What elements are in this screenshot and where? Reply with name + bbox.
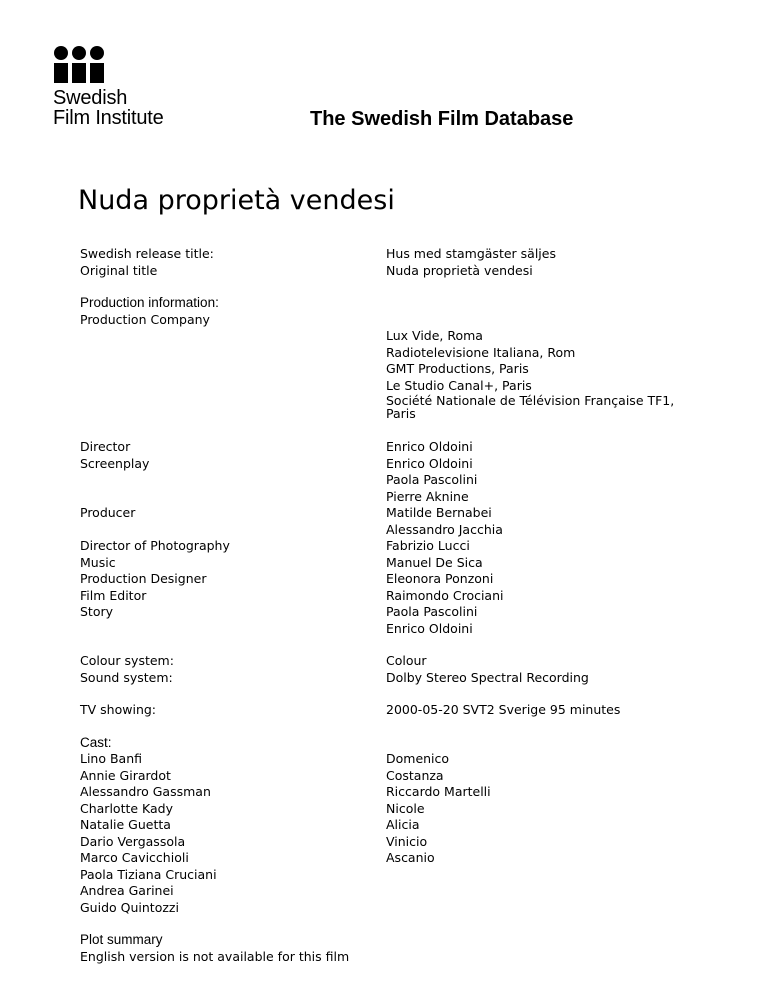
original-title-label: Original title (80, 262, 158, 278)
production-company: Société Nationale de Télévision Française TF1, (386, 393, 675, 408)
cast-role: Nicole (386, 800, 425, 816)
cast-actor: Marco Cavicchioli (80, 850, 189, 865)
database-title: The Swedish Film Database (310, 108, 574, 130)
crew-member: Paola Pascolini (386, 604, 478, 619)
crew-role-label (80, 621, 386, 638)
crew-row (80, 522, 720, 539)
crew-member: Eleonora Ponzoni (386, 571, 494, 586)
crew-row (80, 489, 720, 506)
colour-system-value: Colour (386, 653, 427, 668)
crew-row (80, 456, 720, 473)
crew-row (80, 472, 720, 489)
logo-line-2: Film Institute (53, 107, 164, 129)
film-institute-logo-icon (53, 46, 107, 84)
tv-showing-value: 2000-05-20 SVT2 Sverige 95 minutes (386, 702, 621, 717)
plot-heading-row (80, 932, 720, 949)
logo-text (53, 88, 193, 128)
cast-actor: Alessandro Gassman (80, 784, 211, 799)
film-title: Nuda proprietà vendesi (78, 185, 395, 216)
cast-actor: Lino Banfi (80, 751, 143, 766)
production-heading: Production information: (80, 295, 219, 310)
production-company-label: Production Company (80, 311, 210, 327)
cast-role: Riccardo Martelli (386, 784, 491, 799)
production-company: Le Studio Canal+, Paris (386, 377, 532, 393)
crew-member: Enrico Oldoini (386, 620, 473, 636)
cast-role (386, 883, 720, 900)
cast-role: Alicia (386, 817, 420, 832)
cast-row (80, 850, 720, 867)
crew-role-label: Producer (80, 505, 136, 520)
crew-role-label (80, 522, 386, 539)
cast-heading-row (80, 735, 720, 752)
swedish-release-title-label: Swedish release title: (80, 246, 214, 261)
crew-row (80, 538, 720, 555)
cast-actor: Dario Vergassola (80, 833, 186, 849)
cast-row (80, 883, 720, 900)
production-company: Lux Vide, Roma (386, 328, 483, 343)
crew-member: Alessandro Jacchia (386, 521, 503, 537)
production-company-list (386, 312, 720, 421)
crew-row (80, 571, 720, 588)
crew-role-label (80, 472, 386, 489)
cast-actor: Guido Quintozzi (80, 899, 179, 915)
production-company: Radiotelevisione Italiana, Rom (386, 344, 576, 360)
sound-system-value: Dolby Stereo Spectral Recording (386, 669, 589, 685)
crew-role-label: Director of Photography (80, 538, 230, 553)
production-company: GMT Productions, Paris (386, 361, 529, 376)
crew-role-label: Story (80, 604, 114, 619)
cast-row (80, 768, 720, 785)
original-title-row (80, 263, 720, 280)
film-details (80, 246, 720, 965)
cast-role (386, 867, 720, 884)
crew-role-label: Music (80, 554, 116, 570)
plot-summary-text: English version is not available for this film (80, 948, 350, 964)
plot-summary-heading: Plot summary (80, 932, 163, 947)
crew-row (80, 604, 720, 621)
tv-showing-row (80, 702, 720, 719)
crew-role-label: Screenplay (80, 455, 150, 471)
cast-role: Costanza (386, 767, 444, 783)
crew-member: Raimondo Crociani (386, 587, 504, 603)
colour-system-row (80, 653, 720, 670)
cast-actor: Andrea Garinei (80, 883, 174, 898)
crew-role-label (80, 489, 386, 506)
logo-line-1: Swedish (53, 87, 128, 109)
tv-showing-label: TV showing: (80, 702, 157, 717)
crew-role-label: Production Designer (80, 571, 207, 586)
cast-actor: Annie Girardot (80, 767, 171, 783)
cast-row (80, 867, 720, 884)
crew-row (80, 439, 720, 456)
crew-member: Fabrizio Lucci (386, 538, 470, 553)
swedish-release-title-row (80, 246, 720, 263)
cast-role: Domenico (386, 751, 450, 766)
sound-system-label: Sound system: (80, 669, 173, 685)
cast-actor: Paola Tiziana Cruciani (80, 866, 217, 882)
cast-row (80, 751, 720, 768)
cast-row (80, 900, 720, 917)
cast-row (80, 801, 720, 818)
production-company-row (80, 312, 720, 421)
crew-member: Manuel De Sica (386, 554, 483, 570)
crew-role-label: Film Editor (80, 587, 147, 603)
cast-role: Ascanio (386, 850, 435, 865)
crew-member: Enrico Oldoini (386, 439, 473, 454)
cast-row (80, 784, 720, 801)
plot-summary-row (80, 949, 720, 966)
cast-actor: Charlotte Kady (80, 800, 174, 816)
colour-system-label: Colour system: (80, 653, 174, 668)
crew-row (80, 621, 720, 638)
swedish-film-institute-logo (53, 46, 193, 128)
crew-row (80, 555, 720, 572)
crew-member: Pierre Aknine (386, 488, 469, 504)
cast-role (386, 900, 720, 917)
swedish-release-title-value: Hus med stamgäster säljes (386, 246, 556, 261)
crew-role-label: Director (80, 439, 131, 454)
production-company: Paris (386, 406, 416, 421)
crew-member: Enrico Oldoini (386, 455, 473, 471)
cast-row (80, 817, 720, 834)
cast-row (80, 834, 720, 851)
production-heading-row (80, 295, 720, 312)
original-title-value: Nuda proprietà vendesi (386, 262, 533, 278)
crew-member: Paola Pascolini (386, 472, 478, 487)
crew-row (80, 588, 720, 605)
sound-system-row (80, 670, 720, 687)
cast-actor: Natalie Guetta (80, 817, 171, 832)
crew-row (80, 505, 720, 522)
crew-member: Matilde Bernabei (386, 505, 492, 520)
cast-heading: Cast: (80, 734, 112, 750)
cast-role: Vinicio (386, 833, 428, 849)
